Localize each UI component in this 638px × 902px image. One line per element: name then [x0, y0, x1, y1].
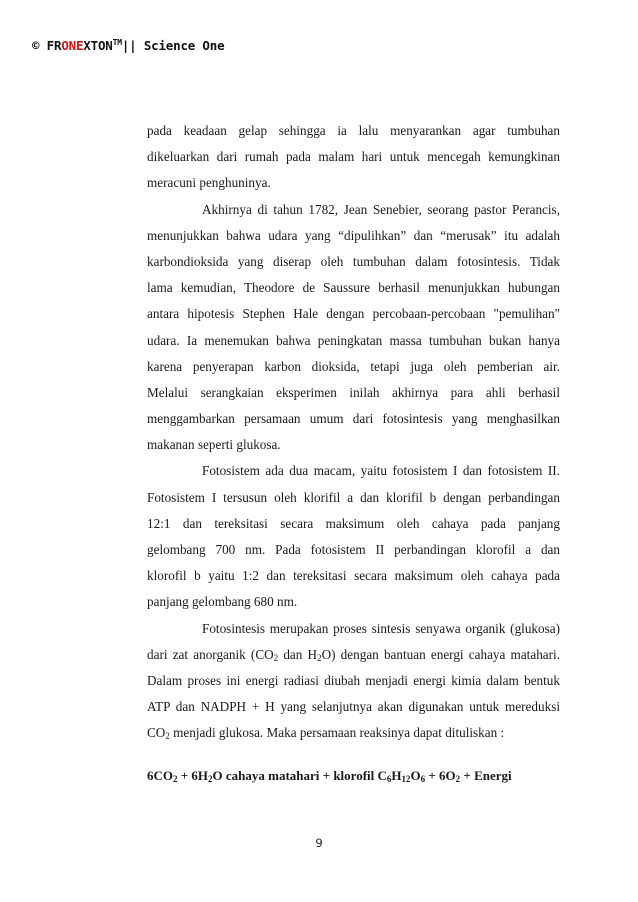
page-header	[32, 38, 224, 53]
text-line: klorofil b yaitu 1:2 dan tereksitasi secara maksimum oleh cahaya pada	[147, 568, 560, 584]
subscript: 2	[208, 773, 213, 784]
text-line: karbondioksida yang diserap oleh tumbuhan dalam fotosintesis. Tidak	[147, 253, 560, 269]
brand-post: XTON	[83, 38, 113, 53]
document-body	[147, 118, 560, 792]
copyright-symbol: ©	[32, 38, 40, 53]
text-line: Fotosintesis merupakan proses sintesis senyawa organik (glukosa)	[202, 620, 560, 636]
text-line: Akhirnya di tahun 1782, Jean Senebier, seorang pastor Perancis,	[202, 201, 560, 217]
subscript: 2	[273, 652, 279, 663]
text-line: Dalam proses ini energi radiasi diubah menjadi energi kimia dalam bentuk	[147, 672, 560, 688]
page-number: 9	[315, 836, 323, 850]
equation-part: H	[391, 767, 402, 783]
spacer	[147, 747, 560, 763]
subscript: 2	[455, 773, 461, 784]
equation-part: + 6H	[177, 767, 209, 783]
subscript: 6	[386, 773, 392, 784]
equation-part: O cahaya matahari + klorofil C	[212, 767, 387, 783]
text-line: menunjukkan bahwa udara yang “dipulihkan” dan “merusak” itu adalah	[147, 227, 560, 243]
subscript: 2	[317, 652, 322, 663]
text-line: Melalui serangkaian eksperimen inilah akhirnya para ahli berhasil	[147, 384, 560, 400]
text-line: udara. Ia menemukan bahwa peningkatan massa tumbuhan bukan hanya	[147, 332, 560, 348]
text-line: menggambarkan persamaan umum dari fotosintesis yang menghasilkan	[147, 411, 560, 427]
brand-highlight: ONE	[61, 38, 84, 53]
paragraph	[147, 197, 560, 459]
text-run: dan H	[278, 646, 318, 662]
paragraph	[147, 118, 560, 197]
subscript: 6	[420, 773, 426, 784]
text-run: menjadi glukosa. Maka persamaan reaksinya dapat dituliskan :	[169, 725, 505, 741]
equation-part: + Energi	[460, 767, 512, 783]
text-line: pada keadaan gelap sehingga ia lalu menyarankan agar tumbuhan	[147, 123, 560, 138]
text-line: karena penyerapan karbon dioksida, tetapi juga oleh pemberian air.	[147, 358, 560, 374]
paragraph	[147, 616, 560, 747]
text-line: antara hipotesis Stephen Hale dengan percobaan-percobaan "pemulihan"	[147, 306, 560, 322]
brand-pre: FR	[46, 38, 62, 53]
equation-part: 6CO	[147, 767, 173, 783]
trademark-mark: TM	[112, 38, 122, 47]
text-run: O) dengan bantuan energi cahaya matahari.	[321, 646, 560, 662]
text-line: Fotosistem ada dua macam, yaitu fotosistem I dan fotosistem II.	[202, 463, 560, 479]
text-line: gelombang 700 nm. Pada fotosistem II perbandingan klorofil a dan	[147, 542, 560, 557]
text-line: meracuni penghuninya.	[147, 175, 271, 191]
text-run: CO	[147, 725, 166, 741]
text-line: makanan seperti glukosa.	[147, 437, 281, 453]
subscript: 2	[173, 773, 178, 784]
text-line: 12:1 dan tereksitasi secara maksimum oleh cahaya pada panjang	[147, 515, 560, 531]
equation-part: O	[410, 767, 421, 783]
subscript: 12	[401, 773, 411, 784]
reaction-equation	[147, 763, 560, 792]
text-line: ATP dan NADPH + H yang selanjutnya akan digunakan untuk mereduksi	[147, 699, 560, 715]
text-line	[147, 720, 560, 746]
text-line: dikeluarkan dari rumah pada malam hari untuk mencegah kemungkinan	[147, 149, 560, 165]
section-title: || Science One	[121, 38, 225, 53]
text-line: Fotosistem I tersusun oleh klorifil a dan klorifil b dengan perbandingan	[147, 489, 560, 505]
text-line	[147, 642, 560, 668]
text-line: lama kemudian, Theodore de Saussure berhasil menunjukkan hubungan	[147, 280, 560, 296]
text-run: dari zat anorganik (CO	[147, 646, 274, 662]
text-line: panjang gelombang 680 nm.	[147, 594, 298, 610]
paragraph	[147, 458, 560, 615]
equation-part: + 6O	[425, 767, 456, 783]
subscript: 2	[165, 731, 170, 742]
